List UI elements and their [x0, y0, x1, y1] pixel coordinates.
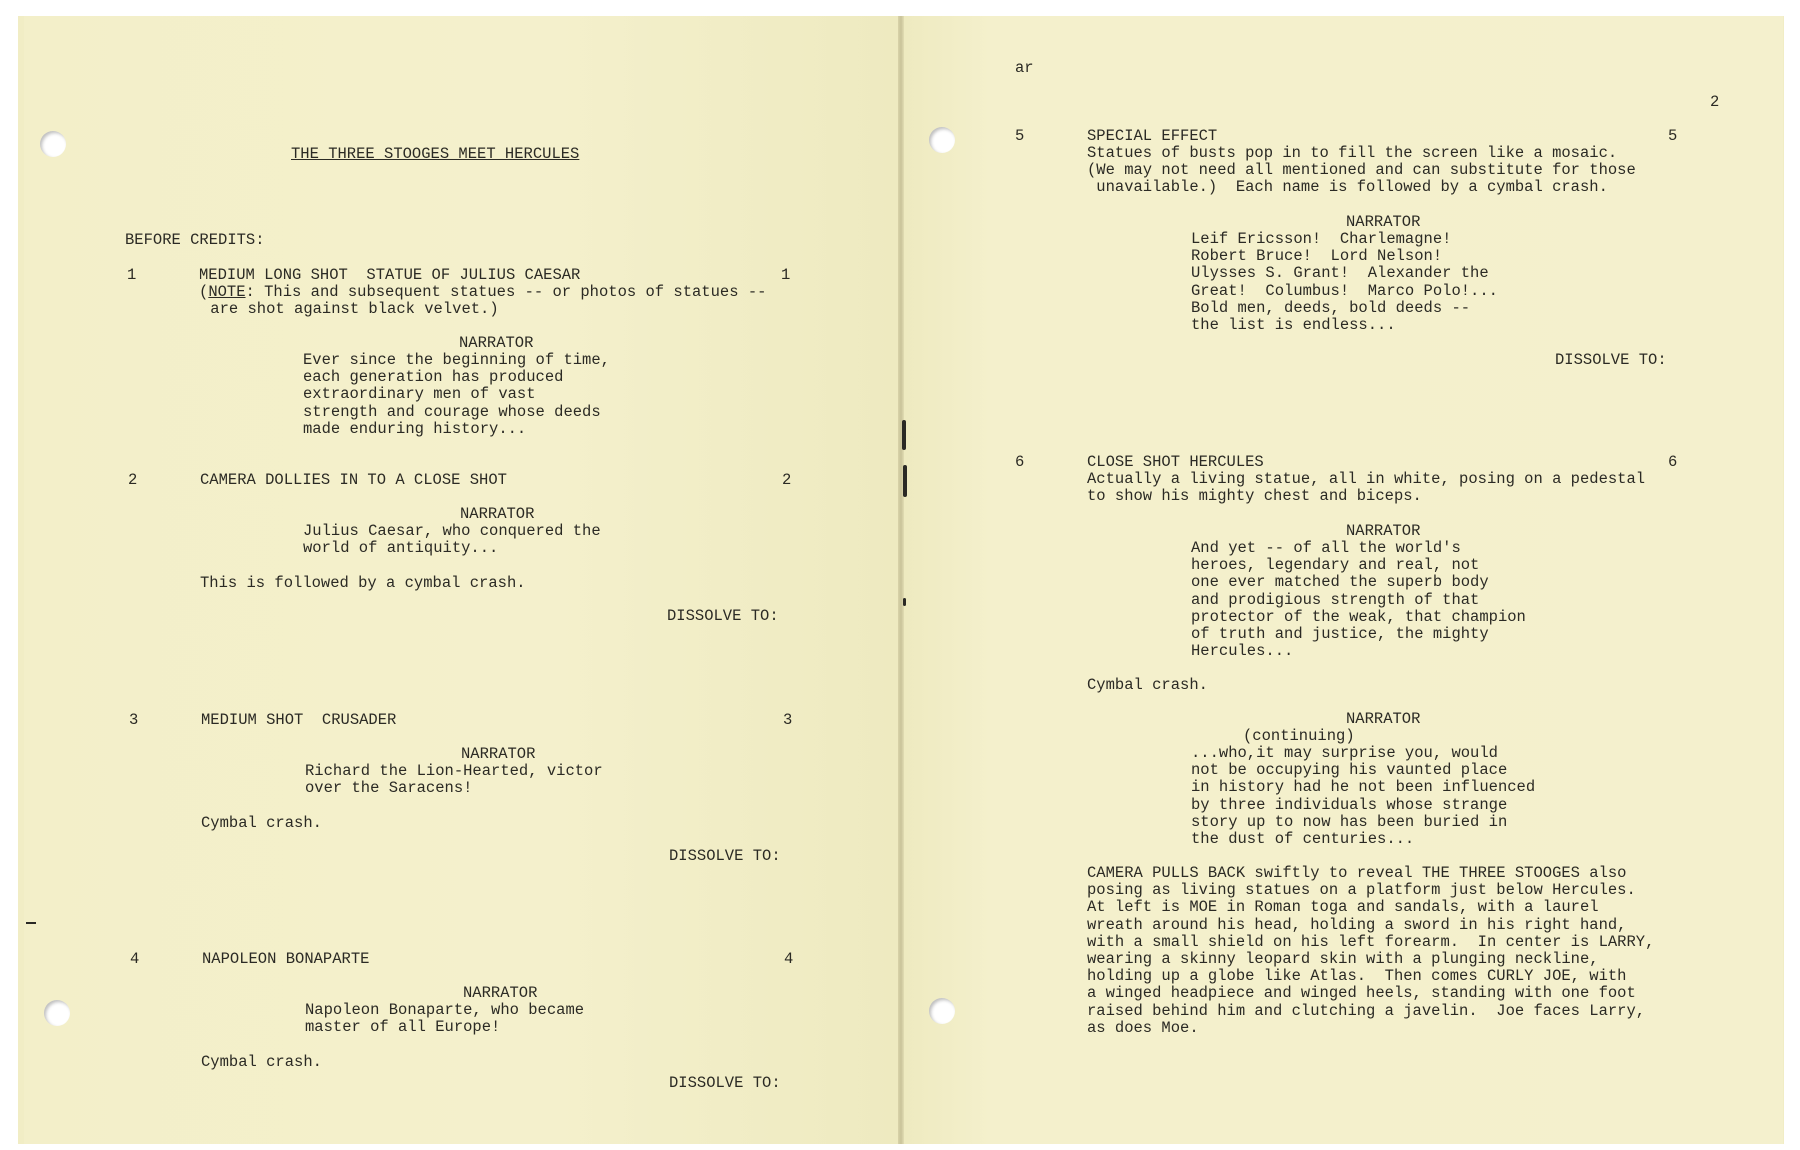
scene-heading: CAMERA DOLLIES IN TO A CLOSE SHOT: [200, 471, 507, 489]
action-line: Cymbal crash.: [1087, 676, 1208, 694]
scene-number-right: 3: [783, 711, 793, 729]
ink-mark: [902, 420, 906, 450]
binding-gutter: [898, 16, 904, 1144]
scene-number: 2: [128, 471, 138, 489]
scene-heading: NAPOLEON BONAPARTE: [202, 950, 370, 968]
scene-number-right: 5: [1668, 127, 1678, 145]
transition: DISSOLVE TO:: [669, 847, 781, 865]
scene-number: 1: [127, 266, 137, 284]
scene-note: [199, 284, 766, 301]
note-label: NOTE: [208, 283, 246, 301]
scene-number: 5: [1015, 127, 1025, 145]
dialogue: Julius Caesar, who conquered the world of antiquity...: [303, 522, 601, 558]
dialogue: ...who,it may surprise you, would not be occupying his vaunted place in history had he not been influenced by three individuals whose strange story up to now has been buried in the dust of centuries...: [1191, 744, 1536, 849]
note-text: : This and subsequent statues -- or photos of statues --: [245, 283, 767, 301]
scene-heading: MEDIUM SHOT CRUSADER: [201, 711, 397, 729]
scene-heading: SPECIAL EFFECT: [1087, 127, 1218, 145]
action-line: Statues of busts pop in to fill the screen like a mosaic. (We may not need all mentioned and can substitute for those unavailable.) Each name is followed by a cymbal crash.: [1087, 144, 1636, 197]
speaker: NARRATOR: [459, 334, 534, 352]
action-line: Cymbal crash.: [201, 814, 322, 832]
speaker: NARRATOR: [1346, 213, 1421, 231]
punch-hole-icon: [44, 1000, 70, 1026]
corner-mark: ar: [1015, 59, 1034, 77]
dialogue: Richard the Lion-Hearted, victor over the Saracens!: [305, 762, 603, 798]
ink-mark: [903, 598, 906, 606]
transition: DISSOLVE TO:: [1555, 351, 1667, 369]
scene-number: 3: [129, 711, 139, 729]
scene-number-right: 6: [1668, 453, 1678, 471]
dialogue: Leif Ericsson! Charlemagne! Robert Bruce! Lord Nelson! Ulysses S. Grant! Alexander the Great! Columbus! Marco Polo!... Bold men, deeds, bold deeds -- the list is endless...: [1191, 230, 1498, 335]
ink-mark: [26, 922, 36, 924]
script-title: THE THREE STOOGES MEET HERCULES: [291, 145, 580, 163]
scene-number-right: 1: [781, 266, 791, 284]
scene-note-line2: are shot against black velvet.): [201, 300, 499, 318]
ink-mark: [903, 465, 907, 497]
speaker: NARRATOR: [463, 984, 538, 1002]
scene-number-right: 4: [784, 950, 794, 968]
dialogue: And yet -- of all the world's heroes, legendary and real, not one ever matched the superb body and prodigious strength of that protector of the weak, that champion of truth and justice, the mighty Hercules...: [1191, 539, 1526, 661]
dialogue: Napoleon Bonaparte, who became master of all Europe!: [305, 1001, 585, 1037]
transition: DISSOLVE TO:: [669, 1074, 781, 1092]
scene-number-right: 2: [782, 471, 792, 489]
scene-number: 4: [130, 950, 140, 968]
action-line: This is followed by a cymbal crash.: [200, 574, 526, 592]
speaker: NARRATOR: [1346, 522, 1421, 540]
scene-heading: MEDIUM LONG SHOT STATUE OF JULIUS CAESAR: [199, 266, 581, 284]
dialogue: Ever since the beginning of time, each generation has produced extraordinary men of vast strength and courage whose deeds made enduring history...: [303, 351, 610, 438]
action-line: Cymbal crash.: [201, 1053, 322, 1071]
page-number: 2: [1710, 93, 1720, 111]
speaker: NARRATOR: [1346, 710, 1421, 728]
scene-number: 6: [1015, 453, 1025, 471]
punch-hole-icon: [929, 998, 955, 1024]
parenthetical: (continuing): [1243, 727, 1355, 745]
punch-hole-icon: [929, 127, 955, 153]
note-open: (: [199, 283, 209, 301]
speaker: NARRATOR: [460, 505, 535, 523]
action-paragraph: CAMERA PULLS BACK swiftly to reveal THE THREE STOOGES also posing as living statues on a platform just below Hercules. At left is MOE in Roman toga and sandals, with a laurel wreath around his head, holding a sword in his right hand, with a small shield on his left forearm. In center is LARRY, wearing a skinny leopard skin with a plunging neckline, holding up a globe like Atlas. Then comes CURLY JOE, with a winged headpiece and winged heels, standing with one foot raised behind him and clutching a javelin. Joe faces Larry, as does Moe.: [1087, 864, 1655, 1037]
transition: DISSOLVE TO:: [667, 607, 779, 625]
section-label: BEFORE CREDITS:: [125, 231, 265, 249]
punch-hole-icon: [40, 131, 66, 157]
speaker: NARRATOR: [461, 745, 536, 763]
scene-heading: CLOSE SHOT HERCULES: [1087, 453, 1264, 471]
action-line: Actually a living statue, all in white, posing on a pedestal to show his mighty chest and biceps.: [1087, 470, 1646, 506]
